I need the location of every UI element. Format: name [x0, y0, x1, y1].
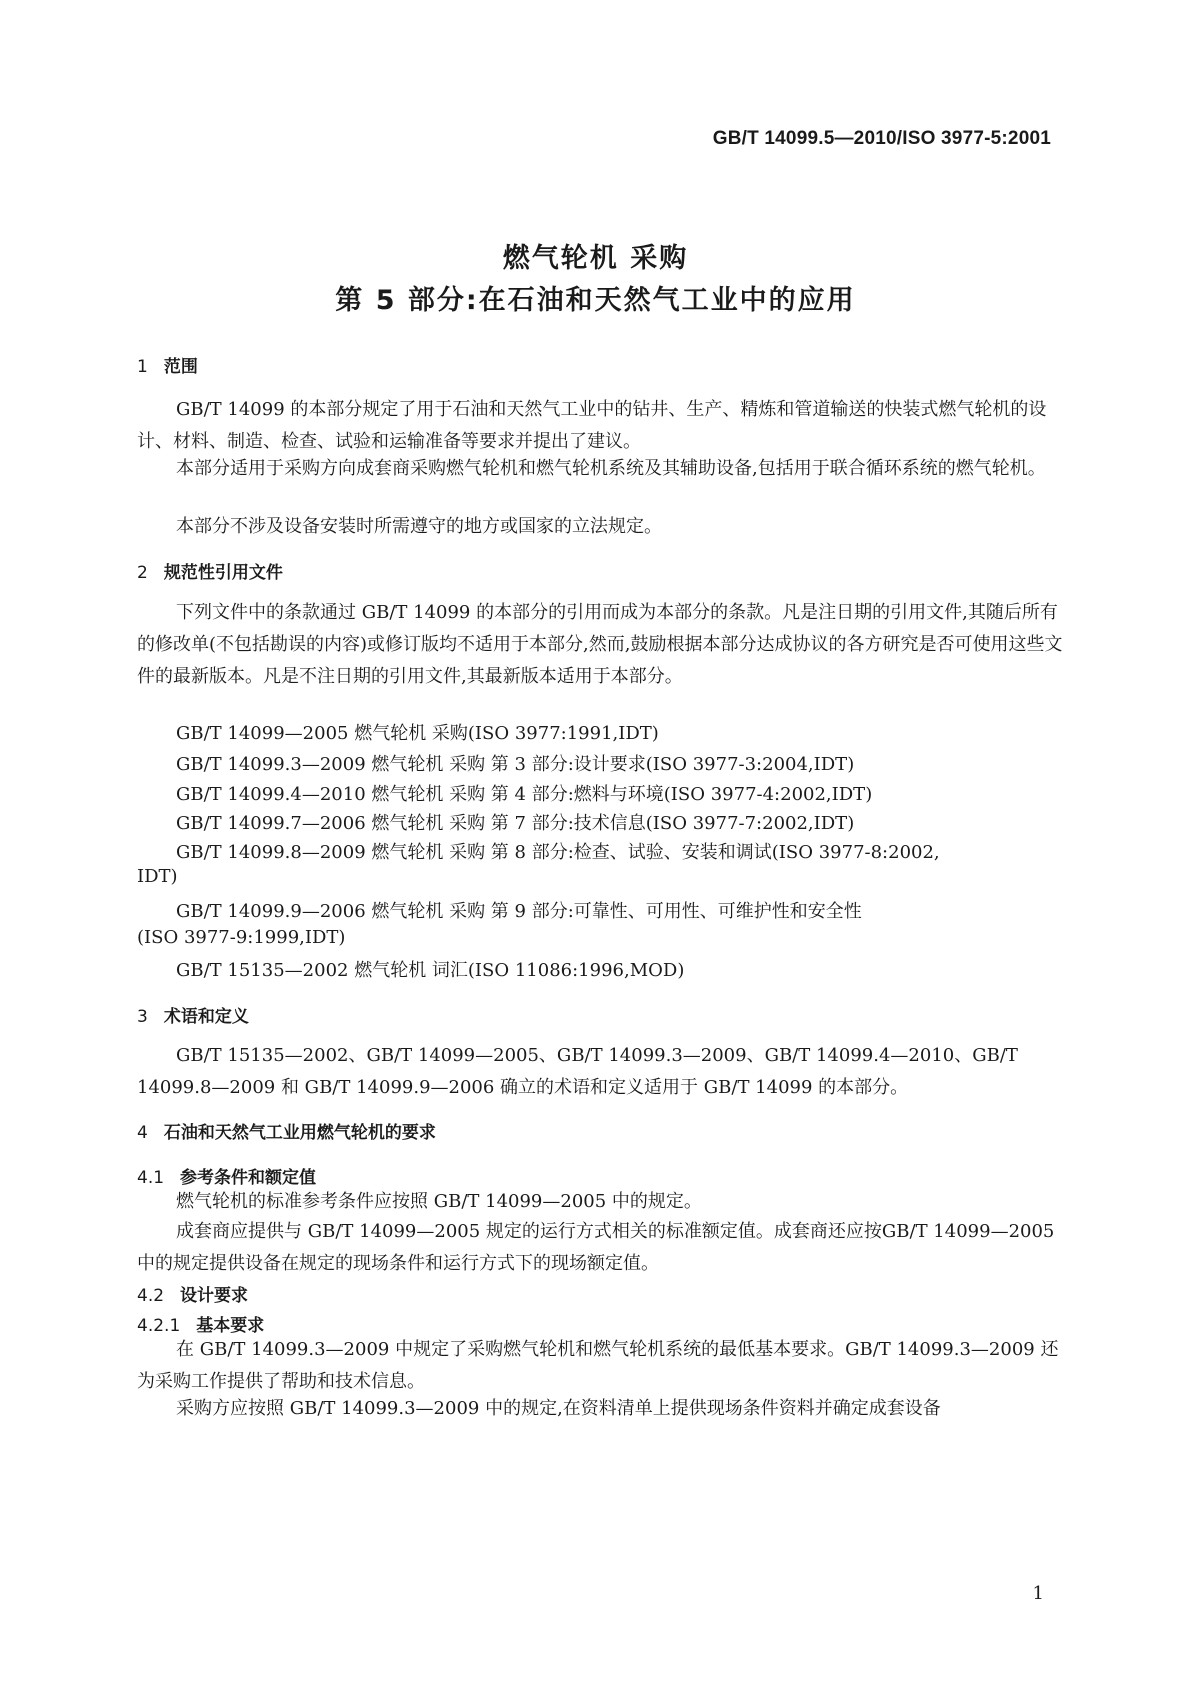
paragraph	[137, 1186, 1069, 1218]
section-3-heading	[137, 1002, 249, 1027]
section-number: 4.1	[137, 1168, 165, 1188]
reference-item-continuation: (ISO 3977-9:1999,IDT)	[137, 927, 346, 948]
page-number: 1	[1032, 1583, 1044, 1604]
paragraph	[137, 1334, 1069, 1398]
paragraph-text: GB/T 15135—2002、GB/T 14099—2005、GB/T 14099.3—2009、GB/T 14099.4—2010、GB/T 14099.8—2009 和 GB/T 14099.9—2006 确立的术语和定义适用于 GB/T 14099 的本部分。	[137, 1045, 1018, 1098]
subsection-4-2-1-heading	[137, 1311, 264, 1336]
reference-item: GB/T 15135—2002 燃气轮机 词汇(ISO 11086:1996,MOD)	[176, 960, 685, 981]
section-title: 参考条件和额定值	[180, 1168, 317, 1188]
subsection-4-1-heading	[137, 1163, 316, 1188]
paragraph	[137, 597, 1069, 693]
paragraph-text: 在 GB/T 14099.3—2009 中规定了采购燃气轮机和燃气轮机系统的最低基本要求。GB/T 14099.3—2009 还为采购工作提供了帮助和技术信息。	[137, 1339, 1059, 1392]
paragraph-text: 本部分适用于采购方向成套商采购燃气轮机和燃气轮机系统及其辅助设备,包括用于联合循环系统的燃气轮机。	[176, 458, 1046, 479]
reference-item: GB/T 14099.3—2009 燃气轮机 采购 第 3 部分:设计要求(ISO 3977-3:2004,IDT)	[176, 754, 855, 775]
paragraph	[137, 453, 1069, 485]
paragraph-text: 下列文件中的条款通过 GB/T 14099 的本部分的引用而成为本部分的条款。凡是注日期的引用文件,其随后所有的修改单(不包括勘误的内容)或修订版均不适用于本部分,然而,鼓励根据本部分达成协议的各方研究是否可使用这些文件的最新版本。凡是不注日期的引用文件,其最新版本适用于本部分。	[137, 602, 1063, 687]
reference-item: GB/T 14099.4—2010 燃气轮机 采购 第 4 部分:燃料与环境(ISO 3977-4:2002,IDT)	[176, 784, 873, 805]
document-code-header: GB/T 14099.5—2010/ISO 3977-5:2001	[712, 128, 1051, 149]
paragraph-text: 燃气轮机的标准参考条件应按照 GB/T 14099—2005 中的规定。	[176, 1191, 702, 1212]
paragraph-text: GB/T 14099 的本部分规定了用于石油和天然气工业中的钻井、生产、精炼和管道输送的快装式燃气轮机的设计、材料、制造、检查、试验和运输准备等要求并提出了建议。	[137, 399, 1047, 452]
section-4-heading	[137, 1118, 436, 1143]
reference-item: GB/T 14099.9—2006 燃气轮机 采购 第 9 部分:可靠性、可用性、可维护性和安全性	[176, 901, 862, 922]
section-number: 4.2	[137, 1286, 165, 1306]
paragraph-text: 本部分不涉及设备安装时所需遵守的地方或国家的立法规定。	[176, 516, 662, 537]
section-title: 术语和定义	[163, 1007, 249, 1027]
paragraph	[137, 1393, 1069, 1425]
paragraph	[137, 1216, 1069, 1280]
section-number: 3	[137, 1007, 148, 1027]
reference-item-continuation: IDT)	[137, 866, 178, 887]
section-title: 设计要求	[180, 1286, 249, 1306]
reference-item: GB/T 14099—2005 燃气轮机 采购(ISO 3977:1991,IDT)	[176, 723, 659, 744]
section-number: 4.2.1	[137, 1316, 181, 1336]
paragraph	[137, 394, 1069, 458]
reference-item: GB/T 14099.8—2009 燃气轮机 采购 第 8 部分:检查、试验、安装和调试(ISO 3977-8:2002,	[176, 842, 940, 863]
subsection-4-2-heading	[137, 1281, 248, 1306]
paragraph-text: 采购方应按照 GB/T 14099.3—2009 中的规定,在资料清单上提供现场条件资料并确定成套设备	[176, 1398, 941, 1419]
section-title: 规范性引用文件	[163, 563, 283, 583]
section-number: 2	[137, 563, 148, 583]
section-1-heading	[137, 352, 198, 377]
paragraph	[137, 511, 1069, 543]
section-2-heading	[137, 558, 283, 583]
section-title: 基本要求	[196, 1316, 265, 1336]
section-title: 石油和天然气工业用燃气轮机的要求	[163, 1123, 436, 1143]
paragraph	[137, 1040, 1069, 1104]
section-title: 范围	[163, 357, 198, 377]
section-number: 1	[137, 357, 148, 377]
paragraph-text: 成套商应提供与 GB/T 14099—2005 规定的运行方式相关的标准额定值。成套商还应按GB/T 14099—2005 中的规定提供设备在规定的现场条件和运行方式下的现场额定值。	[137, 1221, 1055, 1274]
document-title: 燃气轮机 采购	[502, 243, 689, 274]
document-subtitle: 第 5 部分:在石油和天然气工业中的应用	[335, 285, 856, 316]
section-number: 4	[137, 1123, 148, 1143]
reference-item: GB/T 14099.7—2006 燃气轮机 采购 第 7 部分:技术信息(ISO 3977-7:2002,IDT)	[176, 813, 855, 834]
